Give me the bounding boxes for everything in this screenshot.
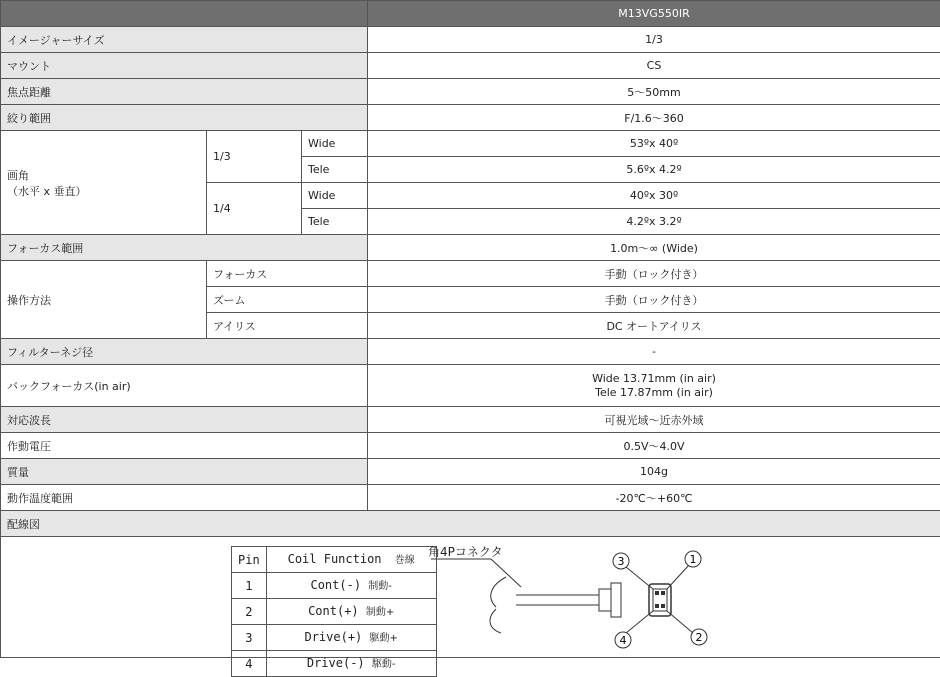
angle-tele-value-2: 4.2ºx 3.2º — [368, 209, 940, 235]
back-focus-wide: Wide 13.71mm (in air) — [374, 372, 934, 386]
angle-label — [1, 131, 207, 235]
cable-curve-top — [491, 577, 506, 607]
spec-row-operation-1 — [1, 261, 940, 287]
pin2-leader — [667, 611, 693, 633]
pin3-number: 3 — [618, 555, 625, 568]
spec-value: 104g — [368, 459, 940, 485]
cable-curve-bottom — [490, 609, 501, 633]
spec-row-wiring-label — [1, 511, 940, 537]
spec-value: 1.0m〜∞ (Wide) — [368, 235, 940, 261]
pin-number: 1 — [232, 573, 267, 599]
angle-label-line2: （水平 x 垂直） — [7, 183, 200, 199]
operation-item-value-zoom: 手動（ロック付き） — [368, 287, 940, 313]
pin-row — [232, 599, 437, 625]
angle-wide-value-2: 40ºx 30º — [368, 183, 940, 209]
pin1-leader — [667, 565, 689, 589]
spec-label: マウント — [1, 53, 368, 79]
pin-function-text: Cont(-) — [310, 578, 361, 592]
spec-label: イメージャーサイズ — [1, 27, 368, 53]
wiring-diagram — [1, 537, 940, 658]
spec-label: 対応波長 — [1, 407, 368, 433]
pin-function — [266, 573, 436, 599]
spec-value: 0.5V〜4.0V — [368, 433, 940, 459]
back-focus-tele: Tele 17.87mm (in air) — [374, 386, 934, 400]
pin-function — [266, 599, 436, 625]
pin4-number: 4 — [620, 634, 627, 647]
spec-row-weight — [1, 459, 940, 485]
pin-row — [232, 651, 437, 677]
pin-row — [232, 573, 437, 599]
angle-sensor-2: 1/4 — [207, 183, 302, 235]
pin-function — [266, 625, 436, 651]
pin-number: 4 — [232, 651, 267, 677]
angle-sensor-1: 1/3 — [207, 131, 302, 183]
spec-row-aperture — [1, 105, 940, 131]
angle-label-line1: 画角 — [7, 167, 200, 183]
spec-row-focus-range — [1, 235, 940, 261]
spec-row-back-focus — [1, 365, 940, 407]
function-header — [266, 547, 436, 573]
spec-label: 質量 — [1, 459, 368, 485]
spec-row-wavelength — [1, 407, 940, 433]
pin-function-text: Drive(-) — [307, 656, 365, 670]
pin1-number: 1 — [690, 553, 697, 566]
spec-row-angle-1 — [1, 131, 940, 157]
connector-pin-3 — [655, 591, 659, 595]
operation-item-value-focus: 手動（ロック付き） — [368, 261, 940, 287]
pin-table — [231, 546, 437, 677]
spec-row-filter — [1, 339, 940, 365]
spec-row-wiring-diagram — [1, 537, 940, 658]
pin-wire-text: 制動- — [368, 581, 392, 592]
spec-value: CS — [368, 53, 940, 79]
pin-header: Pin — [232, 547, 267, 573]
operation-label: 操作方法 — [1, 261, 207, 339]
spec-row-temperature — [1, 485, 940, 511]
connector-drawing — [421, 537, 741, 658]
spec-label: バックフォーカス(in air) — [1, 365, 368, 407]
connector-collar — [611, 583, 621, 617]
pin-function-text: Drive(+) — [304, 630, 362, 644]
pin-wire-text: 制動+ — [366, 607, 394, 618]
back-focus-value — [368, 365, 940, 407]
pin-table-header — [232, 547, 437, 573]
spec-label: フォーカス範囲 — [1, 235, 368, 261]
pin2-number: 2 — [696, 631, 703, 644]
angle-tele-value-1: 5.6ºx 4.2º — [368, 157, 940, 183]
connector-label: 角4Pコネクタ — [428, 543, 503, 560]
pin-row — [232, 625, 437, 651]
model-name: M13VG550IR — [368, 1, 940, 27]
angle-tele-label-1: Tele — [302, 157, 368, 183]
spec-label: 動作温度範囲 — [1, 485, 368, 511]
spec-label: 絞り範囲 — [1, 105, 368, 131]
spec-value: -20℃〜+60℃ — [368, 485, 940, 511]
pin4-leader — [626, 611, 653, 633]
spec-row-image-size — [1, 27, 940, 53]
operation-item-value-iris: DC オートアイリス — [368, 313, 940, 339]
spec-value: 可視光域〜近赤外域 — [368, 407, 940, 433]
angle-wide-label-2: Wide — [302, 183, 368, 209]
spec-value: 1/3 — [368, 27, 940, 53]
spec-row-voltage — [1, 433, 940, 459]
pin-wire-text: 駆動+ — [370, 633, 398, 644]
pin-number: 3 — [232, 625, 267, 651]
wire-header-text: 巻線 — [395, 555, 415, 566]
pin-function-text: Cont(+) — [308, 604, 359, 618]
header-row — [1, 1, 940, 27]
leader-line — [431, 559, 521, 587]
operation-item-label-zoom: ズーム — [207, 287, 368, 313]
header-blank — [1, 1, 368, 27]
wiring-label: 配線図 — [1, 511, 940, 537]
pin-number: 2 — [232, 599, 267, 625]
spec-row-focal-length — [1, 79, 940, 105]
pin3-leader — [626, 567, 653, 589]
spec-row-mount — [1, 53, 940, 79]
operation-item-label-iris: アイリス — [207, 313, 368, 339]
function-header-text: Coil Function — [288, 552, 382, 566]
angle-tele-label-2: Tele — [302, 209, 368, 235]
spec-value: - — [368, 339, 940, 365]
spec-label: フィルターネジ径 — [1, 339, 368, 365]
pin-wire-text: 駆動- — [372, 659, 396, 670]
spec-value: 5〜50mm — [368, 79, 940, 105]
connector-pin-2 — [661, 604, 665, 608]
angle-wide-label-1: Wide — [302, 131, 368, 157]
connector-pin-4 — [655, 604, 659, 608]
pin-function — [266, 651, 436, 677]
spec-value: F/1.6〜360 — [368, 105, 940, 131]
spec-label: 作動電圧 — [1, 433, 368, 459]
angle-wide-value-1: 53ºx 40º — [368, 131, 940, 157]
spec-label: 焦点距離 — [1, 79, 368, 105]
connector-pin-1 — [661, 591, 665, 595]
connector-neck — [599, 589, 611, 611]
operation-item-label-focus: フォーカス — [207, 261, 368, 287]
